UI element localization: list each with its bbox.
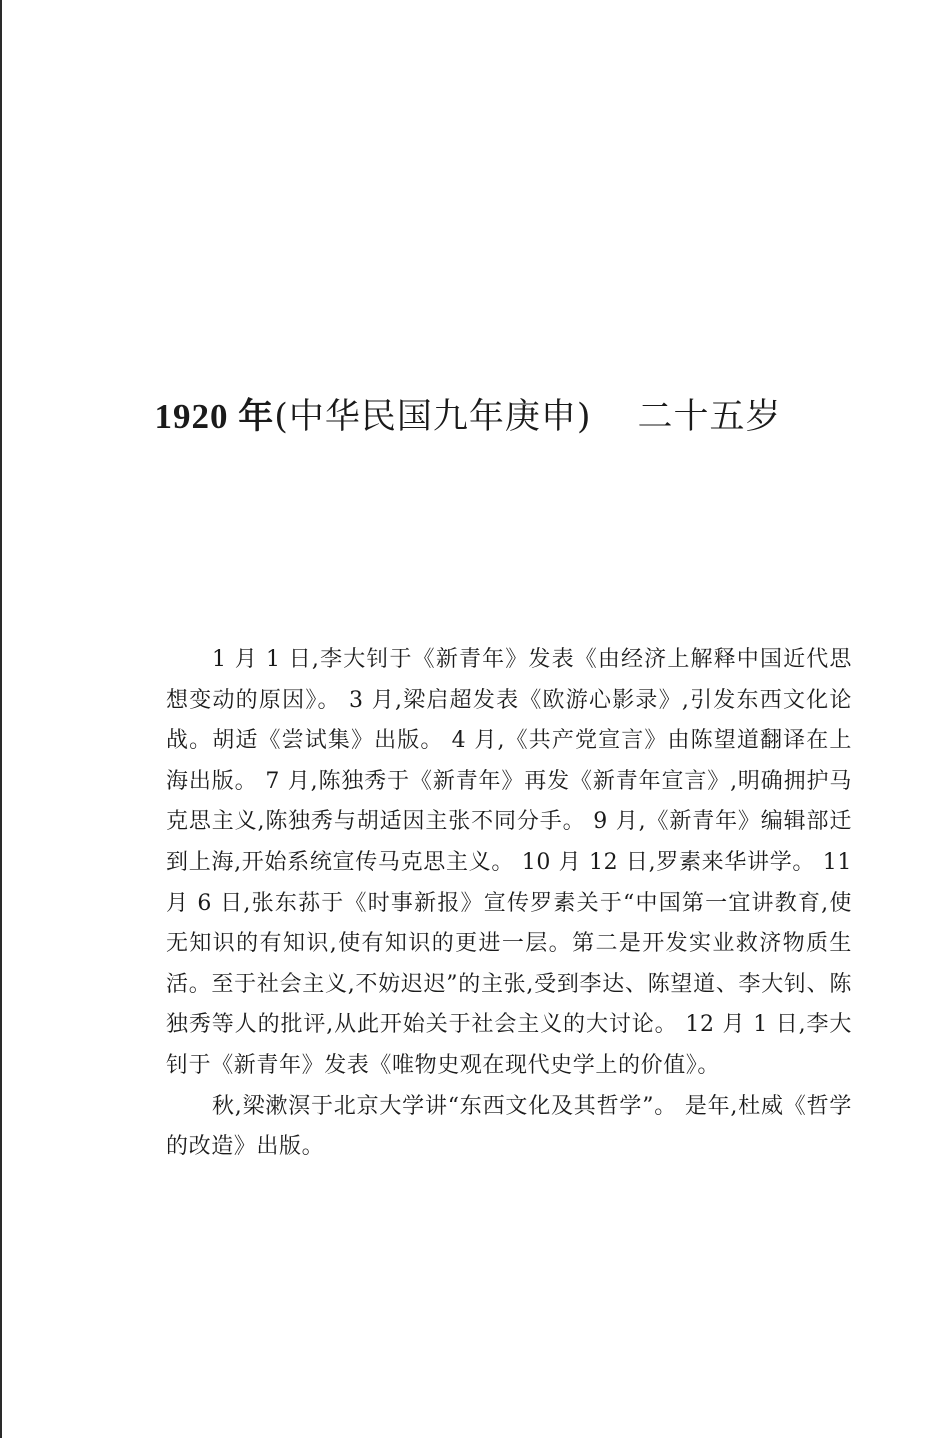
paragraph-events: 1 月 1 日,李大钊于《新青年》发表《由经济上解释中国近代思想变动的原因》。 3 月,梁启超发表《欧游心影录》,引发东西文化论战。胡适《尝试集》出版。 4 月,《共产党宣言》由陈望道翻译在上海出版。 7 月,陈独秀于《新青年》再发《新青年宣言》,明确拥护马克思主义,陈独秀与胡适因主张不同分手。 9 月,《新青年》编辑部迁到上海,开始系统宣传马克思主义。 10 月 12 日,罗素来华讲学。 11 月 6 日,张东荪于《时事新报》宣传罗素关于“中国第一宜讲教育,使无知识的有知识,使有知识的更进一层。第二是开发实业救济物质生活。至于社会主义,不妨迟迟”的主张,受到李达、陈望道、李大钊、陈独秀等人的批评,从此开始关于社会主义的大讨论。 12 月 1 日,李大钊于《新青年》发表《唯物史观在现代史学上的价值》。 bbox=[166, 647, 852, 1078]
paragraph-autumn: 秋,梁漱溟于北京大学讲“东西文化及其哲学”。 是年,杜威《哲学的改造》出版。 bbox=[166, 1093, 852, 1160]
chronicle-body bbox=[166, 640, 852, 1168]
chapter-title bbox=[0, 392, 936, 442]
title-era: (中华民国九年庚申) bbox=[274, 397, 592, 437]
title-year: 1920 年 bbox=[154, 397, 275, 436]
title-age: 二十五岁 bbox=[637, 397, 782, 437]
page-edge-rule bbox=[0, 0, 2, 1438]
